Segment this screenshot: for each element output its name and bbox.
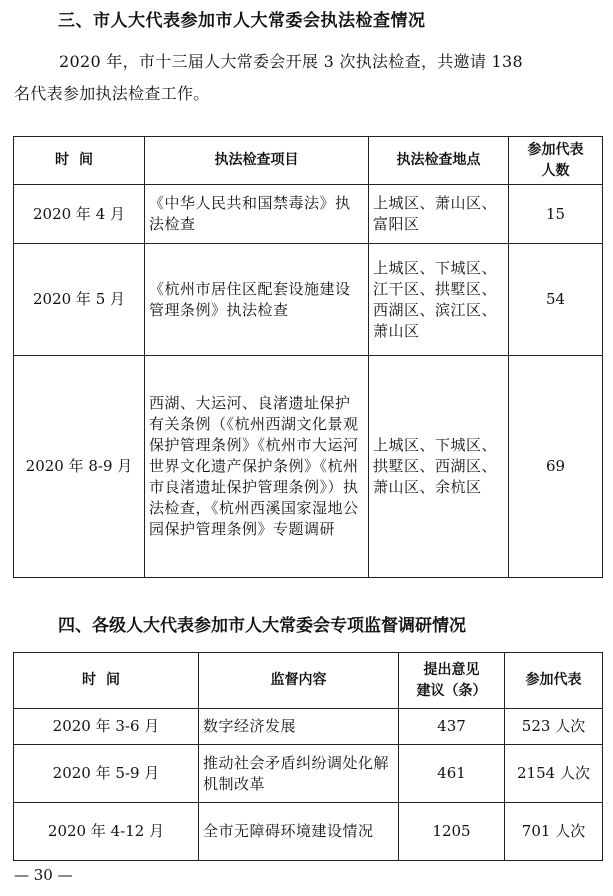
cell-reps: 69 [509, 356, 603, 578]
col-header-project: 执法检查项目 [145, 137, 369, 185]
cell-suggestions: 461 [399, 745, 505, 803]
table-row [14, 709, 603, 745]
cell-location: 上城区、萧山区、富阳区 [369, 185, 509, 244]
table-row [14, 356, 603, 578]
col-header-suggestions: 提出意见 建议（条） [399, 653, 505, 709]
col-header-reps: 参加代表 [505, 653, 603, 709]
cell-time: 2020 年 4-12 月 [14, 803, 199, 861]
cell-reps: 2154 人次 [505, 745, 603, 803]
page-number: — 30 — [14, 866, 73, 884]
table-row [14, 244, 603, 356]
cell-content: 数字经济发展 [199, 709, 399, 745]
section-3-paragraph [14, 46, 604, 110]
cell-reps: 54 [509, 244, 603, 356]
inspection-table [13, 136, 603, 578]
section-4-heading: 四、各级人大代表参加市人大常委会专项监督调研情况 [58, 616, 466, 636]
cell-time: 2020 年 5-9 月 [14, 745, 199, 803]
cell-location: 上城区、下城区、江干区、拱墅区、西湖区、滨江区、萧山区 [369, 244, 509, 356]
table-row [14, 745, 603, 803]
col-header-location: 执法检查地点 [369, 137, 509, 185]
paragraph-line-2: 名代表参加执法检查工作。 [14, 84, 210, 103]
paragraph-line-1: 2020 年，市十三届人大常委会开展 3 次执法检查，共邀请 138 [59, 52, 523, 71]
cell-reps: 701 人次 [505, 803, 603, 861]
supervision-table [13, 652, 603, 861]
cell-project: 《杭州市居住区配套设施建设管理条例》执法检查 [145, 244, 369, 356]
cell-content: 推动社会矛盾纠纷调处化解机制改革 [199, 745, 399, 803]
col-header-content: 监督内容 [199, 653, 399, 709]
cell-suggestions: 1205 [399, 803, 505, 861]
table-row [14, 185, 603, 244]
table-header-row [14, 137, 603, 185]
cell-time: 2020 年 4 月 [14, 185, 145, 244]
cell-project: 《中华人民共和国禁毒法》执法检查 [145, 185, 369, 244]
table-header-row [14, 653, 603, 709]
cell-project: 西湖、大运河、良渚遗址保护有关条例（《杭州西湖文化景观保护管理条例》《杭州市大运河世界文化遗产保护条例》《杭州市良渚遗址保护管理条例》）执法检查，《杭州西溪国家湿地公园保护管理条例》专题调研 [145, 356, 369, 578]
cell-reps: 15 [509, 185, 603, 244]
col-header-reps: 参加代表 人数 [509, 137, 603, 185]
cell-content: 全市无障碍环境建设情况 [199, 803, 399, 861]
cell-time: 2020 年 8-9 月 [14, 356, 145, 578]
col-header-time: 时间 [14, 137, 145, 185]
cell-location: 上城区、下城区、拱墅区、西湖区、萧山区、余杭区 [369, 356, 509, 578]
cell-suggestions: 437 [399, 709, 505, 745]
cell-reps: 523 人次 [505, 709, 603, 745]
table-row [14, 803, 603, 861]
section-3-heading: 三、市人大代表参加市人大常委会执法检查情况 [58, 11, 426, 31]
cell-time: 2020 年 3-6 月 [14, 709, 199, 745]
col-header-time: 时间 [14, 653, 199, 709]
cell-time: 2020 年 5 月 [14, 244, 145, 356]
